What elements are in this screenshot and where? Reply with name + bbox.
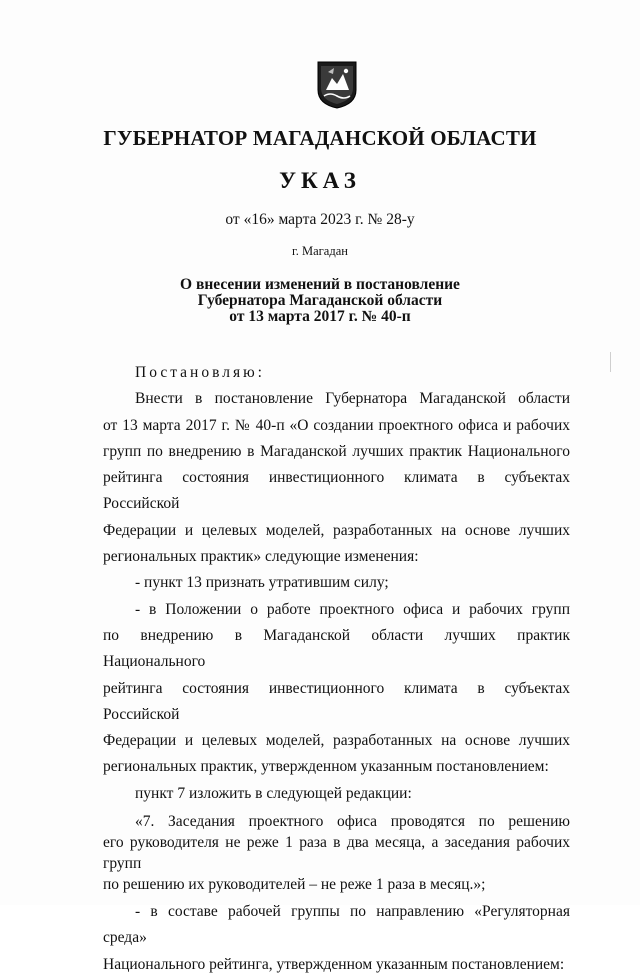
coat-of-arms-icon bbox=[316, 60, 358, 110]
body-line: - пункт 13 признать утратившим силу; bbox=[135, 574, 389, 592]
title-line: Губернатора Магаданской области bbox=[197, 292, 443, 309]
date-number-line: от «16» марта 2023 г. № 28-у bbox=[225, 211, 415, 228]
body-line: по внедрению в Магаданской области лучших практик Национального bbox=[103, 626, 570, 671]
issuer-heading: ГУБЕРНАТОР МАГАДАНСКОЙ ОБЛАСТИ bbox=[103, 126, 537, 150]
body-line: рейтинга состояния инвестиционного климата в субъектах Российской bbox=[103, 679, 570, 723]
body-line: региональных практик, утвержденном указанным постановлением: bbox=[103, 758, 549, 776]
document-title bbox=[0, 277, 640, 325]
body-line: Национального рейтинга, утвержденном указанным постановлением: bbox=[103, 955, 565, 973]
document-type: УКАЗ bbox=[279, 168, 361, 193]
margin-mark bbox=[610, 352, 611, 372]
body-line: - в Положении о работе проектного офиса и рабочих групп bbox=[135, 600, 570, 618]
body-line: рейтинга состояния инвестиционного климата в субъектах Российской bbox=[103, 469, 570, 513]
document-body bbox=[103, 360, 570, 978]
body-line: от 13 марта 2017 г. № 40-п «О создании проектного офиса и рабочих bbox=[103, 416, 570, 434]
body-line: Внести в постановление Губернатора Магаданской области bbox=[135, 390, 570, 408]
body-line: региональных практик» следующие изменения: bbox=[103, 548, 419, 566]
body-line: - в составе рабочей группы по направлению «Регуляторная среда» bbox=[103, 903, 570, 947]
body-line: по решению их руководителей – не реже 1 раза в месяц.»; bbox=[103, 876, 486, 894]
title-line: от 13 марта 2017 г. № 40-п bbox=[229, 308, 411, 325]
title-line: О внесении изменений в постановление bbox=[180, 276, 460, 293]
resolve-word: Постановляю: bbox=[135, 364, 265, 381]
body-line: Федерации и целевых моделей, разработанных на основе лучших bbox=[103, 521, 570, 539]
body-line: групп по внедрению в Магаданской лучших практик Национального bbox=[103, 442, 570, 460]
body-line: «7. Заседания проектного офиса проводятся по решению bbox=[135, 813, 570, 831]
body-line: его руководителя не реже 1 раза в два месяца, а заседания рабочих групп bbox=[103, 834, 570, 873]
city: г. Магадан bbox=[292, 244, 348, 258]
body-line: Федерации и целевых моделей, разработанных на основе лучших bbox=[103, 732, 570, 750]
body-line: пункт 7 изложить в следующей редакции: bbox=[135, 784, 412, 802]
